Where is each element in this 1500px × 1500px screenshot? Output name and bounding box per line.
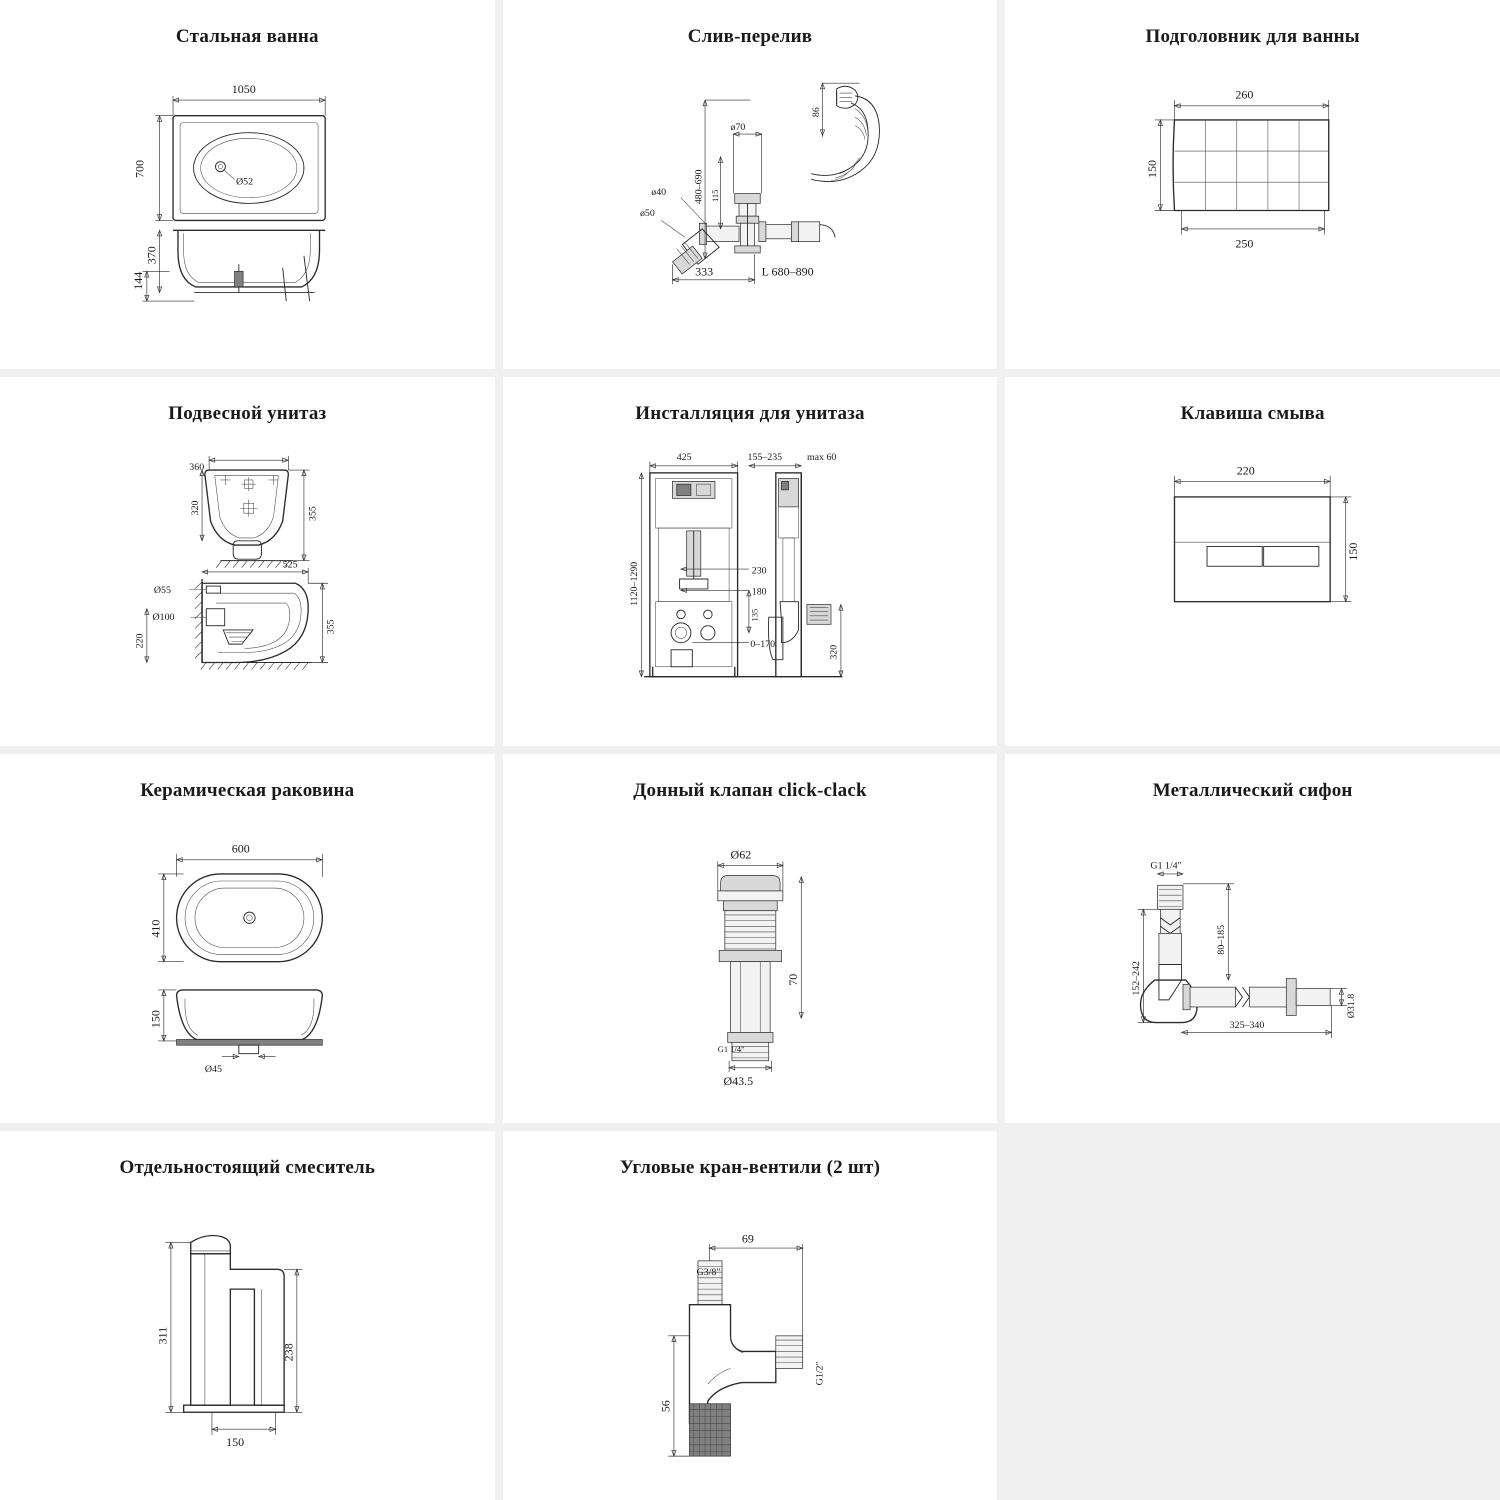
label-overflow-333: 333 — [694, 264, 713, 279]
card-drain-overflow — [503, 0, 998, 369]
drawing-angle-valves — [503, 1183, 998, 1500]
label-inst-230: 230 — [751, 565, 767, 577]
card-freestanding-mixer — [0, 1131, 495, 1500]
label-overflow-86: 86 — [810, 107, 822, 118]
label-inst-425: 425 — [676, 452, 692, 464]
drawing-click-clack-valve — [503, 806, 998, 1123]
label-mixer-238: 238 — [281, 1343, 296, 1362]
label-valve-d62: Ø62 — [730, 847, 751, 862]
label-valves-g38: G3/8" — [696, 1266, 721, 1278]
label-bath-depth: 700 — [132, 159, 147, 178]
label-overflow-L: L 680–890 — [761, 264, 814, 279]
label-overflow-d70: ø70 — [730, 121, 746, 133]
label-inst-155-235: 155–235 — [747, 452, 782, 464]
label-bath-drain-dia: Ø52 — [236, 176, 254, 188]
card-ceramic-basin — [0, 754, 495, 1123]
label-toilet-d55: Ø55 — [153, 585, 171, 597]
label-valves-56: 56 — [658, 1400, 673, 1413]
label-inst-1120-1290: 1120–1290 — [628, 561, 640, 606]
label-siphon-325-340: 325–340 — [1230, 1020, 1265, 1032]
drawing-steel-bath — [0, 52, 495, 369]
card-title-toilet-installation: Инсталляция для унитаза — [635, 403, 865, 424]
label-toilet-355-front: 355 — [307, 506, 319, 521]
card-steel-bath — [0, 0, 495, 369]
label-plate-height: 150 — [1346, 542, 1361, 561]
label-valve-70: 70 — [785, 973, 800, 986]
label-bath-side-h: 370 — [144, 246, 159, 265]
drawing-ceramic-basin — [0, 806, 495, 1123]
label-basin-depth: 410 — [148, 919, 163, 938]
drawing-bath-headrest — [1005, 52, 1500, 369]
card-title-ceramic-basin: Керамическая раковина — [140, 780, 355, 801]
label-mixer-150: 150 — [226, 1435, 245, 1450]
label-overflow-d50: ø50 — [639, 208, 655, 220]
label-overflow-length: 480–690 — [693, 169, 705, 205]
label-toilet-220: 220 — [134, 633, 146, 649]
card-metal-siphon — [1005, 754, 1500, 1123]
label-toilet-d100: Ø100 — [152, 612, 175, 624]
label-inst-180: 180 — [751, 586, 767, 598]
label-headrest-height: 150 — [1145, 159, 1160, 178]
drawing-freestanding-mixer — [0, 1183, 495, 1500]
card-click-clack-valve — [503, 754, 998, 1123]
card-angle-valves — [503, 1131, 998, 1500]
drawing-drain-overflow — [503, 52, 998, 369]
card-title-wall-hung-toilet: Подвесной унитаз — [168, 403, 327, 424]
card-title-metal-siphon: Металлический сифон — [1152, 780, 1353, 801]
card-title-steel-bath: Стальная ванна — [175, 26, 319, 47]
label-bath-foot-h: 144 — [130, 271, 145, 290]
card-empty — [1005, 1131, 1500, 1500]
card-title-angle-valves: Угловые кран-вентили (2 шт) — [619, 1157, 881, 1178]
card-wall-hung-toilet — [0, 377, 495, 746]
label-headrest-width: 260 — [1235, 87, 1254, 102]
label-inst-135: 135 — [749, 608, 760, 622]
label-siphon-152-242: 152–242 — [1131, 961, 1143, 996]
card-flush-plate — [1005, 377, 1500, 746]
label-siphon-thread: G1 1/4" — [1150, 860, 1183, 872]
label-headrest-depth: 250 — [1235, 236, 1254, 251]
label-overflow-115: 115 — [709, 189, 720, 203]
label-siphon-d318: Ø31.8 — [1346, 993, 1358, 1019]
label-inst-0-170: 0–170 — [749, 638, 775, 650]
label-basin-height: 150 — [148, 1010, 163, 1029]
drawing-wall-hung-toilet — [0, 429, 495, 746]
label-inst-max60: max 60 — [806, 452, 837, 464]
card-toilet-installation — [503, 377, 998, 746]
card-title-drain-overflow: Слив-перелив — [687, 26, 813, 47]
label-inst-320: 320 — [828, 644, 840, 660]
label-toilet-355-side: 355 — [325, 619, 337, 635]
label-bath-width: 1050 — [231, 82, 256, 97]
card-title-freestanding-mixer: Отдельностоящий смеситель — [119, 1157, 376, 1178]
label-toilet-360: 360 — [189, 462, 205, 474]
label-basin-width: 600 — [231, 841, 250, 856]
label-valves-69: 69 — [741, 1231, 754, 1246]
card-title-click-clack-valve: Донный клапан click-clack — [633, 780, 867, 801]
card-title-flush-plate: Клавиша смыва — [1180, 403, 1325, 424]
label-mixer-311: 311 — [155, 1326, 170, 1345]
card-title-bath-headrest: Подголовник для ванны — [1145, 26, 1360, 47]
label-basin-drain: Ø45 — [204, 1064, 222, 1076]
card-bath-headrest — [1005, 0, 1500, 369]
label-valve-thread: G1 1/4" — [717, 1044, 745, 1055]
label-valves-g12: G1/2" — [814, 1361, 826, 1386]
label-toilet-525: 525 — [282, 559, 298, 571]
drawing-metal-siphon — [1005, 806, 1500, 1123]
label-valve-d43: Ø43.5 — [723, 1073, 753, 1088]
label-plate-width: 220 — [1237, 463, 1256, 478]
label-toilet-320: 320 — [189, 500, 201, 516]
drawing-flush-plate — [1005, 429, 1500, 746]
drawing-toilet-installation — [503, 429, 998, 746]
label-overflow-d40: ø40 — [650, 186, 666, 198]
label-siphon-80-185: 80–185 — [1216, 924, 1228, 955]
